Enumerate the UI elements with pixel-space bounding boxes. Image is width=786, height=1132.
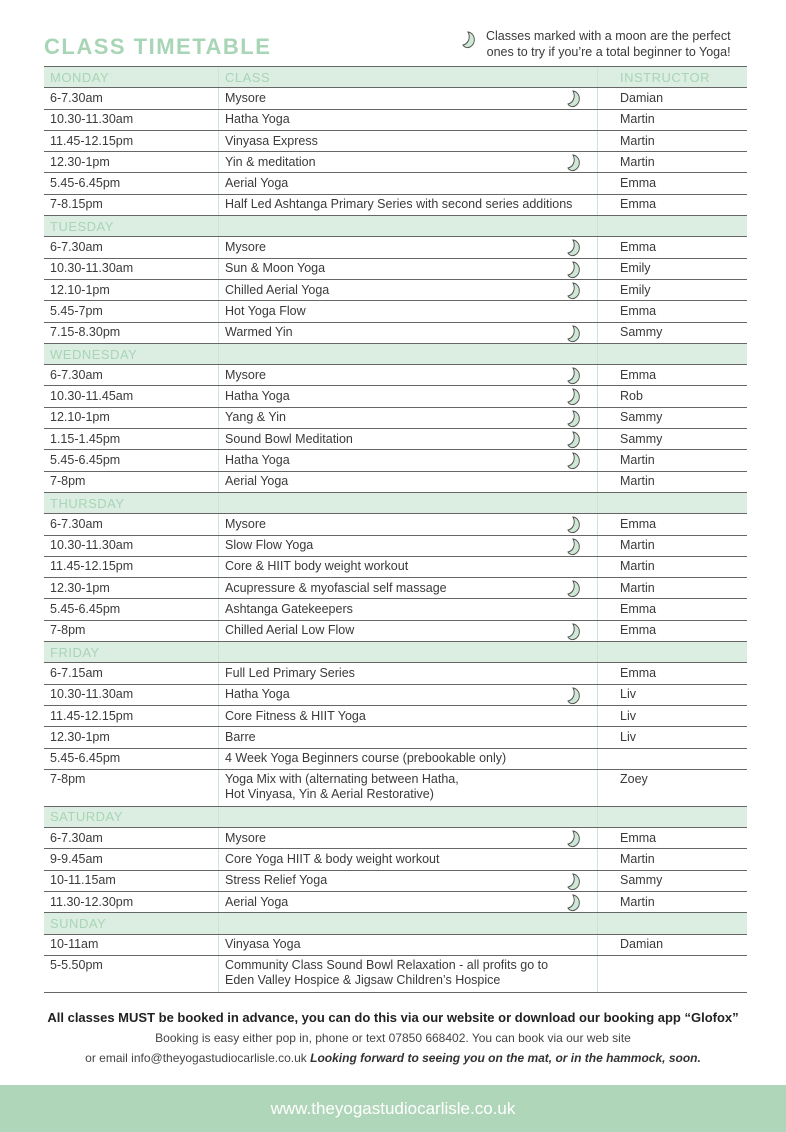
timetable	[44, 66, 747, 993]
class-time: 10.30-11.30am	[44, 258, 219, 279]
table-row	[44, 578, 747, 599]
instructor: Martin	[598, 109, 748, 130]
closing-message: Looking forward to seeing you on the mat, or in the hammock, soon.	[310, 1051, 701, 1065]
table-row	[44, 471, 747, 492]
class-cell	[219, 934, 598, 955]
class-time: 5.45-7pm	[44, 301, 219, 322]
class-time: 5.45-6.45pm	[44, 173, 219, 194]
table-row	[44, 279, 747, 300]
instructor: Emma	[598, 194, 748, 215]
class-name: Yang & Yin	[225, 410, 286, 425]
instructor: Sammy	[598, 407, 748, 428]
contact-info	[0, 1051, 786, 1065]
instructor: Martin	[598, 578, 748, 599]
moon-legend	[462, 28, 752, 60]
empty-cell	[598, 642, 748, 663]
class-name: Barre	[225, 729, 256, 744]
instructor: Emma	[598, 828, 748, 849]
instructor: Martin	[598, 849, 748, 870]
class-time: 7-8pm	[44, 620, 219, 641]
table-row	[44, 599, 747, 620]
empty-cell	[598, 492, 748, 513]
class-cell	[219, 514, 598, 535]
empty-cell	[219, 216, 598, 237]
table-row	[44, 237, 747, 258]
instructor: Emma	[598, 301, 748, 322]
class-name: Core & HIIT body weight workout	[225, 559, 409, 574]
class-name: Core Fitness & HIIT Yoga	[225, 708, 366, 723]
day-label: SATURDAY	[44, 806, 219, 827]
table-row	[44, 194, 747, 215]
class-cell	[219, 173, 598, 194]
table-row	[44, 849, 747, 870]
class-time: 6-7.30am	[44, 365, 219, 386]
class-time: 11.45-12.15pm	[44, 705, 219, 726]
class-cell	[219, 599, 598, 620]
class-name: Hatha Yoga	[225, 452, 290, 467]
table-row	[44, 258, 747, 279]
instructor: Emma	[598, 237, 748, 258]
instructor: Sammy	[598, 322, 748, 343]
class-cell	[219, 237, 598, 258]
table-row	[44, 450, 747, 471]
class-name: 4 Week Yoga Beginners course (prebookable only)	[225, 751, 507, 766]
class-name: Warmed Yin	[225, 325, 293, 340]
class-name: Hot Yoga Flow	[225, 303, 306, 318]
empty-cell	[219, 642, 598, 663]
booking-info: Booking is easy either pop in, phone or text 07850 668402. You can book via our web site	[155, 1031, 631, 1045]
table-row	[44, 556, 747, 577]
instructor: Emma	[598, 173, 748, 194]
class-name: Mysore	[225, 830, 266, 845]
instructor: Emma	[598, 514, 748, 535]
class-time: 1.15-1.45pm	[44, 429, 219, 450]
class-cell	[219, 429, 598, 450]
class-cell	[219, 450, 598, 471]
class-name: Core Yoga HIIT & body weight workout	[225, 852, 440, 867]
column-header-instructor: INSTRUCTOR	[598, 67, 748, 88]
class-time: 11.45-12.15pm	[44, 556, 219, 577]
table-row	[44, 514, 747, 535]
instructor: Martin	[598, 152, 748, 173]
class-cell	[219, 322, 598, 343]
class-cell	[219, 955, 598, 992]
table-row	[44, 322, 747, 343]
class-name: Acupressure & myofascial self massage	[225, 580, 447, 595]
table-row	[44, 620, 747, 641]
table-row	[44, 152, 747, 173]
page-title: CLASS TIMETABLE	[44, 34, 272, 59]
class-time: 12.30-1pm	[44, 578, 219, 599]
class-name: Mysore	[225, 240, 266, 255]
contact-email[interactable]: or email info@theyogastudiocarlisle.co.uk	[85, 1051, 311, 1065]
class-name: Slow Flow Yoga	[225, 538, 314, 553]
table-row	[44, 173, 747, 194]
class-cell	[219, 684, 598, 705]
table-header	[44, 67, 747, 88]
class-name: Full Led Primary Series	[225, 665, 355, 680]
class-time: 5.45-6.45pm	[44, 599, 219, 620]
class-cell	[219, 109, 598, 130]
class-time: 10-11am	[44, 934, 219, 955]
class-time: 6-7.30am	[44, 88, 219, 109]
table-row	[44, 663, 747, 684]
booking-requirement: All classes MUST be booked in advance, you can do this via our website or download our booking app “Glofox”	[47, 1010, 739, 1025]
class-name: Sun & Moon Yoga	[225, 261, 326, 276]
instructor: Martin	[598, 471, 748, 492]
class-cell	[219, 828, 598, 849]
class-cell	[219, 748, 598, 769]
class-time: 12.30-1pm	[44, 727, 219, 748]
class-cell	[219, 130, 598, 151]
table-row	[44, 828, 747, 849]
empty-cell	[598, 343, 748, 364]
class-name-cont: Hot Vinyasa, Yin & Aerial Restorative)	[225, 786, 434, 801]
class-cell	[219, 849, 598, 870]
instructor: Emily	[598, 258, 748, 279]
class-cell	[219, 620, 598, 641]
table-row	[44, 365, 747, 386]
day-header-row	[44, 492, 747, 513]
class-time: 10.30-11.45am	[44, 386, 219, 407]
class-cell	[219, 279, 598, 300]
class-name: Yin & meditation	[225, 154, 316, 169]
class-cell	[219, 258, 598, 279]
day-label: SUNDAY	[44, 913, 219, 934]
class-name: Sound Bowl Meditation	[225, 431, 353, 446]
class-time: 6-7.30am	[44, 237, 219, 258]
table-row	[44, 684, 747, 705]
class-name: Aerial Yoga	[225, 894, 289, 909]
class-time: 11.30-12.30pm	[44, 891, 219, 912]
class-name: Half Led Ashtanga Primary Series with second series additions	[225, 197, 573, 212]
instructor: Liv	[598, 684, 748, 705]
table-row	[44, 727, 747, 748]
class-cell	[219, 727, 598, 748]
empty-cell	[598, 216, 748, 237]
footer-website-link[interactable]: www.theyogastudiocarlisle.co.uk	[0, 1085, 786, 1132]
class-name: Hatha Yoga	[225, 112, 290, 127]
table-row	[44, 748, 747, 769]
class-cell	[219, 769, 598, 806]
class-cell	[219, 705, 598, 726]
class-time: 10.30-11.30am	[44, 684, 219, 705]
day-header-row	[44, 216, 747, 237]
class-time: 6-7.30am	[44, 514, 219, 535]
class-time: 12.10-1pm	[44, 279, 219, 300]
instructor: Emma	[598, 599, 748, 620]
class-time: 10.30-11.30am	[44, 109, 219, 130]
instructor: Martin	[598, 891, 748, 912]
class-cell	[219, 365, 598, 386]
empty-cell	[219, 492, 598, 513]
empty-cell	[598, 806, 748, 827]
class-time: 10.30-11.30am	[44, 535, 219, 556]
instructor: Damian	[598, 88, 748, 109]
class-name: Mysore	[225, 90, 266, 105]
table-row	[44, 705, 747, 726]
class-name: Aerial Yoga	[225, 176, 289, 191]
class-time: 5-5.50pm	[44, 955, 219, 992]
day-label: THURSDAY	[44, 492, 219, 513]
class-time: 6-7.15am	[44, 663, 219, 684]
instructor: Zoey	[598, 769, 748, 806]
instructor: Martin	[598, 556, 748, 577]
class-time: 5.45-6.45pm	[44, 748, 219, 769]
class-time: 12.10-1pm	[44, 407, 219, 428]
class-time: 6-7.30am	[44, 828, 219, 849]
class-cell	[219, 578, 598, 599]
class-time: 7-8pm	[44, 769, 219, 806]
table-row	[44, 955, 747, 992]
class-cell	[219, 471, 598, 492]
day-header-row	[44, 913, 747, 934]
class-time: 7-8.15pm	[44, 194, 219, 215]
class-cell	[219, 152, 598, 173]
class-time: 10-11.15am	[44, 870, 219, 891]
class-cell	[219, 386, 598, 407]
instructor: Sammy	[598, 870, 748, 891]
legend-line-1: Classes marked with a moon are the perfect	[486, 29, 731, 43]
table-row	[44, 535, 747, 556]
class-name: Chilled Aerial Yoga	[225, 282, 330, 297]
day-header-row	[44, 343, 747, 364]
table-row	[44, 386, 747, 407]
class-name: Ashtanga Gatekeepers	[225, 602, 353, 617]
class-cell	[219, 194, 598, 215]
instructor: Emma	[598, 365, 748, 386]
instructor: Emma	[598, 620, 748, 641]
class-name: Stress Relief Yoga	[225, 873, 328, 888]
table-row	[44, 301, 747, 322]
empty-cell	[219, 913, 598, 934]
class-time: 7-8pm	[44, 471, 219, 492]
class-time: 12.30-1pm	[44, 152, 219, 173]
instructor: Martin	[598, 130, 748, 151]
instructor: Liv	[598, 727, 748, 748]
instructor: Emma	[598, 663, 748, 684]
column-header-day: MONDAY	[44, 67, 219, 88]
table-row	[44, 130, 747, 151]
class-name: Hatha Yoga	[225, 687, 290, 702]
legend-line-2: ones to try if you’re a total beginner to Yoga!	[486, 45, 731, 59]
table-row	[44, 891, 747, 912]
instructor	[598, 955, 748, 992]
class-time: 5.45-6.45pm	[44, 450, 219, 471]
day-label: FRIDAY	[44, 642, 219, 663]
instructor: Liv	[598, 705, 748, 726]
empty-cell	[219, 806, 598, 827]
class-name: Community Class Sound Bowl Relaxation - all profits go to	[225, 957, 549, 972]
class-cell	[219, 407, 598, 428]
column-header-class: CLASS	[219, 67, 598, 88]
instructor: Martin	[598, 450, 748, 471]
class-name: Hatha Yoga	[225, 389, 290, 404]
class-cell	[219, 891, 598, 912]
table-row	[44, 429, 747, 450]
day-label: WEDNESDAY	[44, 343, 219, 364]
class-name: Mysore	[225, 367, 266, 382]
day-header-row	[44, 806, 747, 827]
instructor: Rob	[598, 386, 748, 407]
class-cell	[219, 870, 598, 891]
instructor: Damian	[598, 934, 748, 955]
class-time: 11.45-12.15pm	[44, 130, 219, 151]
empty-cell	[219, 343, 598, 364]
class-name: Chilled Aerial Low Flow	[225, 623, 355, 638]
day-header-row	[44, 642, 747, 663]
class-cell	[219, 88, 598, 109]
class-name: Yoga Mix with (alternating between Hatha,	[225, 771, 459, 786]
day-label: TUESDAY	[44, 216, 219, 237]
table-row	[44, 769, 747, 806]
class-name: Aerial Yoga	[225, 474, 289, 489]
table-row	[44, 934, 747, 955]
class-name: Mysore	[225, 516, 266, 531]
class-cell	[219, 556, 598, 577]
class-name-cont: Eden Valley Hospice & Jigsaw Children’s Hospice	[225, 972, 501, 987]
empty-cell	[598, 913, 748, 934]
table-row	[44, 109, 747, 130]
instructor	[598, 748, 748, 769]
table-row	[44, 407, 747, 428]
moon-icon	[462, 31, 478, 60]
class-time: 9-9.45am	[44, 849, 219, 870]
class-cell	[219, 663, 598, 684]
class-name: Vinyasa Express	[225, 133, 318, 148]
class-name: Vinyasa Yoga	[225, 937, 301, 952]
class-time: 7.15-8.30pm	[44, 322, 219, 343]
table-row	[44, 870, 747, 891]
instructor: Sammy	[598, 429, 748, 450]
instructor: Emily	[598, 279, 748, 300]
class-cell	[219, 535, 598, 556]
class-cell	[219, 301, 598, 322]
table-row	[44, 88, 747, 109]
instructor: Martin	[598, 535, 748, 556]
booking-notes	[0, 1010, 786, 1065]
